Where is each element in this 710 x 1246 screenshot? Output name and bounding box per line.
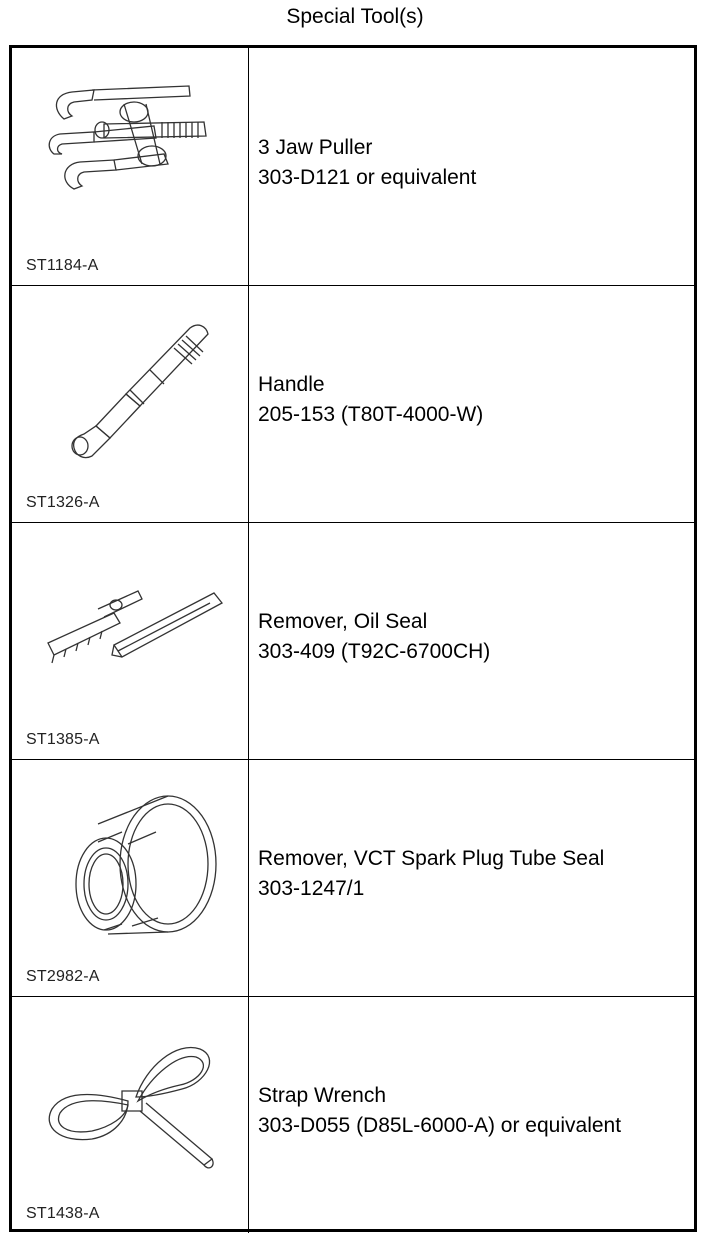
table-row — [12, 285, 694, 522]
tool-image-cell — [12, 48, 249, 285]
tool-name: 3 Jaw Puller — [258, 135, 373, 159]
tool-code: ST1184-A — [26, 257, 99, 274]
tool-description-cell — [249, 286, 694, 522]
jaw-puller-icon — [34, 64, 224, 214]
tool-name: Strap Wrench — [258, 1084, 386, 1107]
handle-icon — [40, 310, 230, 470]
tool-code: ST2982-A — [26, 968, 100, 985]
tool-image-cell — [12, 997, 249, 1233]
tube-seal-remover-icon — [58, 784, 228, 954]
tool-description-cell — [249, 997, 694, 1233]
special-tools-table — [9, 45, 697, 1232]
table-row — [12, 996, 694, 1233]
table-row — [12, 759, 694, 996]
tool-code: ST1385-A — [26, 731, 100, 748]
table-row — [12, 48, 694, 285]
tool-description-cell — [249, 48, 694, 285]
tool-part-number: 303-1247/1 — [258, 877, 365, 900]
tool-description-cell — [249, 523, 694, 759]
strap-wrench-icon — [36, 1027, 226, 1177]
page-title: Special Tool(s) — [286, 5, 424, 28]
oil-seal-remover-icon — [38, 583, 228, 683]
tool-part-number: 205-153 (T80T-4000-W) — [258, 403, 484, 426]
tool-image-cell — [12, 523, 249, 759]
tool-description-cell — [249, 760, 694, 996]
tool-name: Remover, VCT Spark Plug Tube Seal — [258, 847, 605, 870]
tool-name: Remover, Oil Seal — [258, 610, 428, 633]
tool-name: Handle — [258, 373, 325, 396]
table-row — [12, 522, 694, 759]
tool-part-number: 303-409 (T92C-6700CH) — [258, 640, 491, 663]
tool-code: ST1438-A — [26, 1205, 100, 1222]
tool-image-cell — [12, 760, 249, 996]
tool-code: ST1326-A — [26, 494, 100, 511]
tool-part-number: 303-D055 (D85L-6000-A) or equivalent — [258, 1114, 622, 1137]
tool-image-cell — [12, 286, 249, 522]
tool-part-number: 303-D121 or equivalent — [258, 165, 477, 189]
